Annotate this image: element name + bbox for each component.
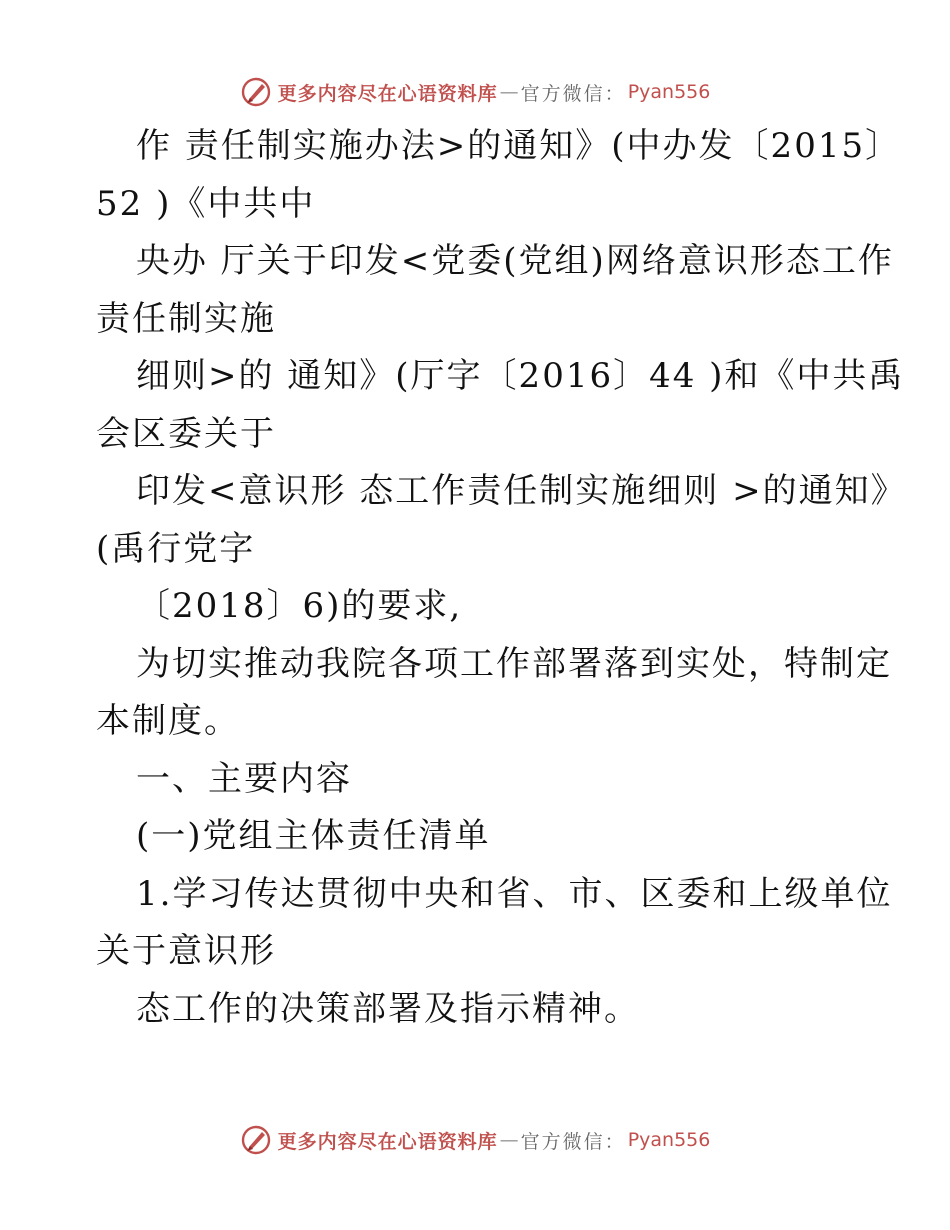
document-body: [96, 118, 907, 1038]
body-line: 关于意识形: [96, 931, 276, 971]
section-heading: 一、主要内容: [136, 758, 352, 799]
watermark-wechat-id: Pyan556: [627, 81, 711, 103]
header-watermark: [0, 72, 950, 112]
footer-watermark: [0, 1120, 950, 1160]
body-line: 52 )《中共中: [96, 183, 316, 224]
body-line: 印发<意识形 态工作责任制实施细则 >的通知》: [136, 471, 907, 511]
quill-pen-logo-icon: [240, 1124, 272, 1156]
body-line: 本制度。: [96, 701, 240, 741]
watermark-wechat-label: 官方微信：: [520, 1130, 626, 1153]
watermark-brand-text: 更多内容尽在心语资料库: [277, 1130, 498, 1153]
body-line: 央办 厅关于印发<党委(党组)网络意识形态工作: [136, 241, 894, 281]
body-line: (禹行党字: [96, 528, 256, 569]
watermark-brand-text: 更多内容尽在心语资料库: [277, 82, 498, 105]
body-line: 会区委关于: [96, 413, 276, 454]
quill-pen-logo-icon: [240, 76, 272, 108]
body-line: 〔2018〕6)的要求,: [136, 586, 463, 626]
body-line: 1.学习传达贯彻中央和省、市、区委和上级单位: [136, 873, 893, 914]
body-line: 为切实推动我院各项工作部署落到实处，特制定: [136, 643, 892, 684]
subsection-heading: (一)党组主体责任清单: [136, 816, 491, 856]
body-line: 态工作的决策部署及指示精神。: [136, 988, 640, 1029]
watermark-wechat-label: 官方微信：: [520, 82, 626, 105]
watermark-dash: —: [499, 81, 519, 103]
watermark-dash: —: [499, 1129, 519, 1151]
body-line: 责任制实施: [96, 298, 276, 339]
body-line: 细则>的 通知》(厅字〔2016〕44 )和《中共禹: [136, 356, 905, 396]
body-line: 作 责任制实施办法>的通知》(中办发〔2015〕: [136, 126, 902, 166]
watermark-wechat-id: Pyan556: [627, 1129, 711, 1151]
